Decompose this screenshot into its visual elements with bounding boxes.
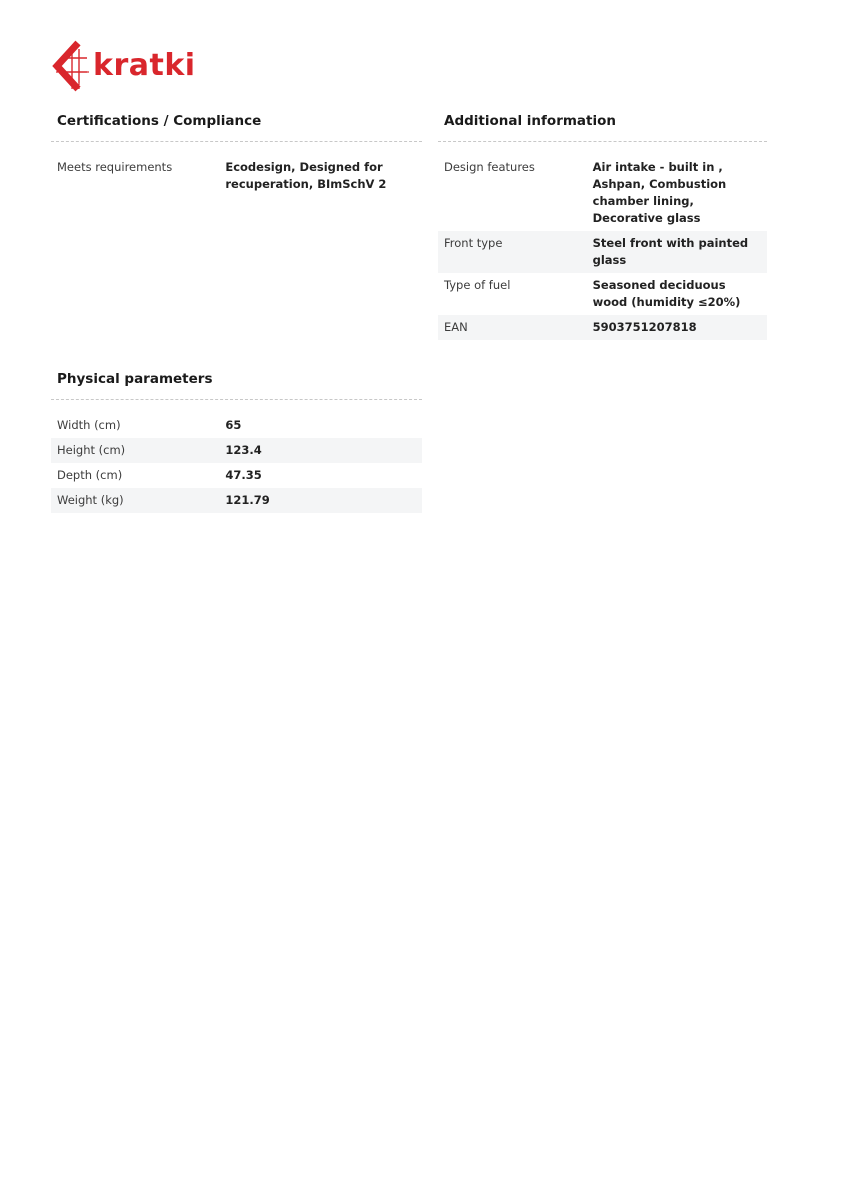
brand-name: kratki <box>93 48 196 83</box>
section-title-physical-parameters: Physical parameters <box>51 367 422 400</box>
spec-label: Meets requirements <box>57 160 173 174</box>
brand-logo <box>51 40 767 92</box>
spec-value: 65 <box>225 418 242 432</box>
spec-value: 123.4 <box>225 443 262 457</box>
section-title-additional-information: Additional information <box>438 109 767 142</box>
certifications-rows <box>51 155 422 197</box>
spec-label: Depth (cm) <box>57 468 123 482</box>
spec-value: Seasoned deciduous wood (humidity ≤20%) <box>592 278 741 309</box>
sections-grid <box>51 109 767 513</box>
spec-label: EAN <box>444 320 468 334</box>
section-additional-information <box>438 109 767 340</box>
additional-information-rows <box>438 155 767 340</box>
spec-row-height <box>51 438 422 463</box>
spec-label: Height (cm) <box>57 443 126 457</box>
spec-sheet-page <box>0 0 849 513</box>
spec-label: Design features <box>444 160 535 174</box>
spec-value: Steel front with painted glass <box>592 236 749 267</box>
spec-row-front-type <box>438 231 767 273</box>
section-physical-parameters <box>51 367 422 513</box>
section-certifications <box>51 109 422 197</box>
section-title-certifications: Certifications / Compliance <box>51 109 422 142</box>
spec-row-meets-requirements <box>51 155 422 197</box>
spec-value: Ecodesign, Designed for recuperation, BImSchV 2 <box>225 160 387 191</box>
spec-row-depth <box>51 463 422 488</box>
spec-label: Width (cm) <box>57 418 121 432</box>
kratki-arrow-grid-icon <box>51 40 91 92</box>
spec-row-design-features <box>438 155 767 231</box>
spec-row-width <box>51 413 422 438</box>
spec-value: 121.79 <box>225 493 270 507</box>
spec-label: Front type <box>444 236 503 250</box>
spec-label: Weight (kg) <box>57 493 124 507</box>
spec-row-type-of-fuel <box>438 273 767 315</box>
spec-label: Type of fuel <box>444 278 511 292</box>
spec-row-ean <box>438 315 767 340</box>
physical-parameters-rows <box>51 413 422 513</box>
spec-row-weight <box>51 488 422 513</box>
spec-value: 47.35 <box>225 468 262 482</box>
spec-value: 5903751207818 <box>592 320 697 334</box>
spec-value: Air intake - built in , Ashpan, Combustion chamber lining, Decorative glass <box>592 160 727 225</box>
